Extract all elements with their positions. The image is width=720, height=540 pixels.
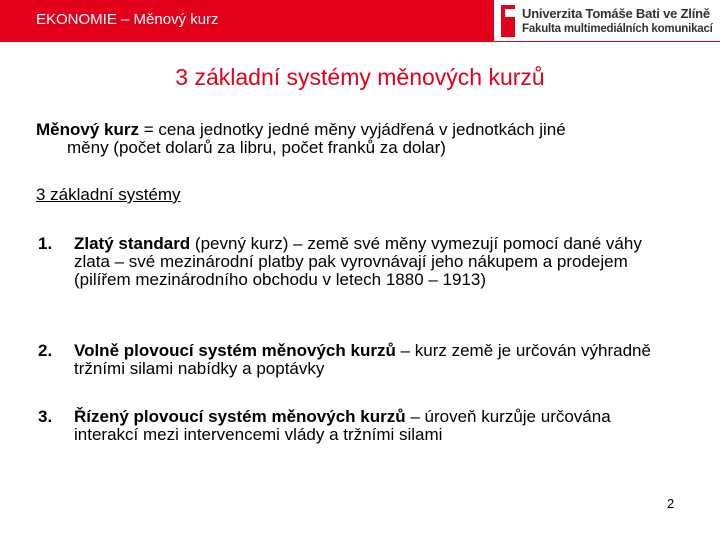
list-item-term: Zlatý standard bbox=[74, 234, 191, 253]
header-title: EKONOMIE – Měnový kurz bbox=[36, 11, 219, 28]
logo-university-name: Univerzita Tomáše Bati ve Zlíně bbox=[522, 6, 710, 21]
list-item-text: (pevný kurz) – země své měny vymezují pomocí dané váhy zlata – své mezinárodní platby pak vyrovnávají jeho nákupem a prodejem (pilířem mezinárodního obchodu v letech 1880 – 1913) bbox=[74, 234, 642, 289]
list-item-term: Řízený plovoucí systém měnových kurzů bbox=[74, 407, 406, 426]
definition-paragraph bbox=[36, 121, 696, 157]
subheading: 3 základní systémy bbox=[36, 185, 181, 204]
university-logo bbox=[501, 4, 720, 40]
list-item-number: 1. bbox=[38, 234, 53, 253]
definition-text: = cena jednotky jedné měny vyjádřená v jednotkách jiné bbox=[138, 120, 566, 139]
list-item-number: 3. bbox=[38, 407, 53, 426]
university-logo-icon bbox=[501, 5, 515, 37]
list-item-text: – kurz země je určován výhradně tržními silami nabídky a poptávky bbox=[74, 341, 651, 378]
header-divider bbox=[494, 41, 720, 42]
list-item bbox=[38, 408, 678, 444]
list-item-term: Volně plovoucí systém měnových kurzů bbox=[74, 341, 396, 360]
definition-term: Měnový kurz bbox=[36, 120, 139, 139]
list-item-text: – úroveň kurzůje určována interakcí mezi intervencemi vlády a tržními silami bbox=[74, 407, 611, 444]
definition-text-continued: měny (počet dolarů za libru, počet franků za dolar) bbox=[67, 138, 446, 157]
list-item bbox=[38, 235, 678, 289]
list-item bbox=[38, 342, 678, 378]
logo-faculty-name: Fakulta multimediálních komunikací bbox=[522, 23, 713, 35]
list-item-number: 2. bbox=[38, 341, 53, 360]
page-number: 2 bbox=[667, 496, 675, 511]
slide-title: 3 základní systémy měnových kurzů bbox=[175, 64, 545, 90]
